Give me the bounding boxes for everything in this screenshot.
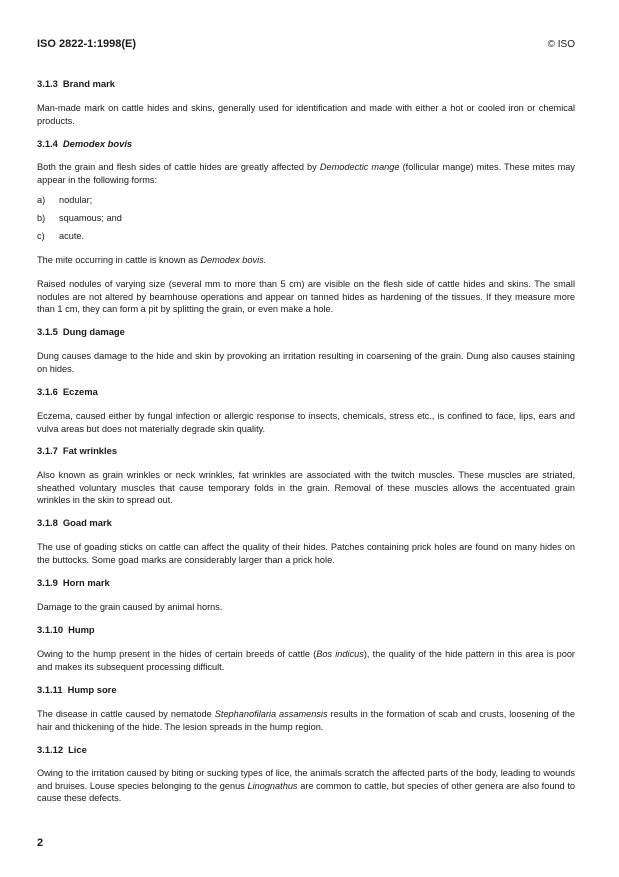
text: Both the grain and flesh sides of cattle hides are greatly affected by bbox=[37, 162, 320, 172]
section-number: 3.1.5 bbox=[37, 326, 58, 337]
text: The mite occurring in cattle is known as bbox=[37, 255, 201, 265]
paragraph: Damage to the grain caused by animal horns. bbox=[37, 602, 223, 612]
paragraph bbox=[37, 767, 575, 805]
section-title: Eczema bbox=[62, 386, 98, 397]
section-title: Fat wrinkles bbox=[62, 445, 118, 456]
paragraph bbox=[37, 254, 575, 267]
text-italic: Linognathus bbox=[247, 780, 298, 791]
document-id: ISO 2822-1:1998(E) bbox=[37, 38, 137, 50]
section-title: Hump bbox=[68, 624, 95, 635]
paragraph: Also known as grain wrinkles or neck wrinkles, fat wrinkles are associated with the twitch muscles. These muscles are striated, sheathed voluntary muscles that cause temporary folds in the grain. Removal of these muscles allows the accentuated grain wrinkles in the skin to spread out. bbox=[37, 470, 575, 506]
paragraph: Raised nodules of varying size (several mm to more than 5 cm) are visible on the flesh side of cattle hides and skins. The small nodules are not altered by beamhouse operations and appear on tanned hides as hardening of the tissues. If they measure more than 1 cm, they can form a pit by splitting the grain, or even make a hole. bbox=[37, 279, 575, 315]
section-number: 3.1.7 bbox=[37, 445, 58, 456]
paragraph bbox=[37, 161, 575, 186]
list-text: squamous; and bbox=[59, 213, 122, 223]
section-number: 3.1.8 bbox=[37, 517, 58, 528]
paragraph: The use of goading sticks on cattle can affect the quality of their hides. Patches containing prick holes are found on many hides on the buttocks. Some goad marks are considerably larger than a prick hole. bbox=[37, 542, 575, 565]
section-title: Dung damage bbox=[62, 326, 125, 337]
section-heading bbox=[37, 138, 575, 150]
page-number: 2 bbox=[37, 837, 44, 849]
text: The disease in cattle caused by nematode bbox=[37, 709, 215, 719]
text-italic: Bos indicus bbox=[316, 649, 364, 659]
section-heading bbox=[37, 78, 575, 90]
list-marker: c) bbox=[37, 231, 45, 241]
section-heading bbox=[37, 577, 575, 589]
section-heading bbox=[37, 326, 575, 338]
section-title: Brand mark bbox=[62, 78, 115, 89]
section-number: 3.1.10 bbox=[37, 624, 64, 635]
text: (follicular mange) mites. These mites may appear in the following forms: bbox=[37, 162, 576, 185]
section-heading bbox=[37, 445, 575, 457]
text-italic: Stephanofilaria assamensis bbox=[214, 709, 328, 719]
text: Owing to the hump present in the hides of certain breeds of cattle ( bbox=[37, 649, 317, 659]
list-text: nodular; bbox=[59, 195, 93, 205]
text-italic: Demodectic mange bbox=[319, 162, 400, 172]
text: are common to cattle, but species of other genera are also found to cause these defects. bbox=[37, 780, 575, 804]
list-item bbox=[37, 194, 575, 206]
list-marker: a) bbox=[37, 195, 46, 205]
section-number: 3.1.9 bbox=[37, 577, 58, 588]
section-heading bbox=[37, 624, 575, 636]
paragraph bbox=[37, 708, 575, 733]
list-text: acute. bbox=[59, 231, 85, 241]
text: Owing to the irritation caused by biting or sucking types of lice, the animals scratch the affected parts of the body, leading to wounds and bruises. Louse species belonging to the genus bbox=[37, 768, 575, 791]
section-number: 3.1.12 bbox=[37, 744, 64, 755]
section-title: Demodex bovis bbox=[62, 138, 133, 149]
section-number: 3.1.4 bbox=[37, 138, 58, 149]
section-number: 3.1.3 bbox=[37, 78, 58, 89]
paragraph: Eczema, caused either by fungal infection or allergic response to insects, chemicals, stress etc., is confined to face, lips, ears and vulva areas but does not materially degrade skin quality. bbox=[37, 411, 575, 434]
section-number: 3.1.11 bbox=[37, 684, 63, 695]
section-title: Horn mark bbox=[62, 577, 110, 588]
paragraph bbox=[37, 648, 575, 673]
section-title: Goad mark bbox=[62, 517, 112, 528]
section-heading bbox=[37, 386, 575, 398]
section-title: Lice bbox=[68, 744, 87, 755]
text: results in the formation of scab and crusts, loosening of the hair and thickening of the hide. The lesion spreads in the hump region. bbox=[37, 709, 575, 732]
paragraph: Dung causes damage to the hide and skin by provoking an irritation resulting in coarsening of the grain. Dung also causes staining on hides. bbox=[37, 351, 575, 374]
list-item bbox=[37, 212, 575, 224]
section-number: 3.1.6 bbox=[37, 386, 58, 397]
text-italic: Demodex bovis. bbox=[200, 255, 267, 265]
section-heading bbox=[37, 684, 575, 696]
section-heading bbox=[37, 517, 575, 529]
list-item bbox=[37, 230, 575, 242]
section-heading bbox=[37, 744, 575, 756]
paragraph: Man-made mark on cattle hides and skins, generally used for identification and made with either a hot or cooled iron or chemical products. bbox=[37, 103, 575, 126]
text: ), the quality of the hide pattern in this area is poor and makes its subsequent processing difficult. bbox=[37, 649, 575, 672]
list-marker: b) bbox=[37, 213, 46, 223]
copyright: © ISO bbox=[547, 39, 575, 50]
section-title: Hump sore bbox=[67, 684, 117, 695]
